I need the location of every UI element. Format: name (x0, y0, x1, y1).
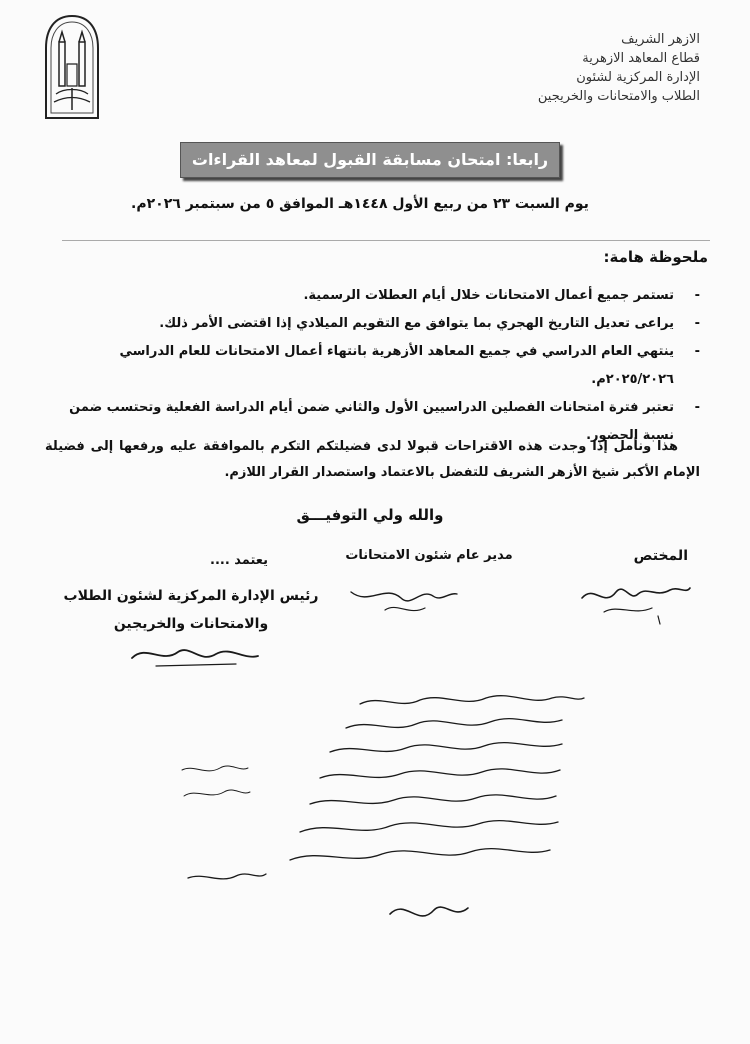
header-line-2: قطاع المعاهد الازهرية (582, 51, 700, 66)
note-item (50, 310, 700, 338)
note-text: يراعى تعديل التاريخ الهجري بما يتوافق مع التقويم الميلادي إذا اقتضى الأمر ذلك. (159, 316, 674, 331)
director-signature (345, 574, 465, 622)
handwritten-annotation (180, 688, 590, 948)
notes-list (50, 282, 700, 450)
head-signature (126, 634, 266, 674)
bullet-dash: - (694, 344, 700, 359)
note-text: تستمر جميع أعمال الامتحانات خلال أيام العطلات الرسمية. (303, 288, 674, 303)
divider-line (62, 240, 710, 241)
signature-title-approve: يعتمد .... (210, 553, 269, 568)
note-text: تعتبر فترة امتحانات الفصلين الدراسيين الأول والثاني ضمن أيام الدراسة الفعلية وتحتسب ضمن نسبة الحضور. (69, 400, 674, 443)
note-item (50, 338, 700, 394)
specialist-signature (574, 568, 694, 628)
note-text: ينتهي العام الدراسي في جميع المعاهد الأزهرية بانتهاء أعمال الامتحانات للعام الدراسي ٢٠٢٥/٢٠٢٦م. (119, 344, 674, 387)
notes-heading: ملحوظة هامة: (603, 248, 708, 266)
closing-paragraph: هذا ونأمل إذا وجدت هذه الاقتراحات قبولا لدى فضيلتكم التكرم بالموافقة عليه ورفعها إلى فضيلة الإمام الأكبر شيخ الأزهر الشريف للتفضل بالاعتماد واستصدار القرار اللازم. (45, 439, 700, 480)
header-line-4: الطلاب والامتحانات والخريجين (537, 89, 700, 104)
signature-title-specialist: المختص (633, 548, 688, 564)
bullet-dash: - (694, 400, 700, 415)
signature-title-head: رئيس الإدارة المركزية لشئون الطلاب والامتحانات والخريجين (63, 588, 319, 632)
bullet-dash: - (694, 316, 700, 331)
exam-date-line: يوم السبت ٢٣ من ربيع الأول ١٤٤٨هـ الموافق ٥ من سبتمبر ٢٠٢٦م. (131, 196, 589, 212)
header-line-3: الإدارة المركزية لشئون (576, 70, 700, 85)
header-line-1: الازهر الشريف (621, 32, 700, 47)
al-azhar-logo (42, 14, 102, 122)
header-organization (440, 30, 700, 106)
section-title-banner: رابعا: امتحان مسابقة القبول لمعاهد القراءات (180, 142, 560, 178)
signature-title-director: مدير عام شئون الامتحانات (345, 548, 513, 563)
note-item (50, 282, 700, 310)
salutation: والله ولي التوفيـــق (296, 506, 444, 524)
bullet-dash: - (694, 288, 700, 303)
